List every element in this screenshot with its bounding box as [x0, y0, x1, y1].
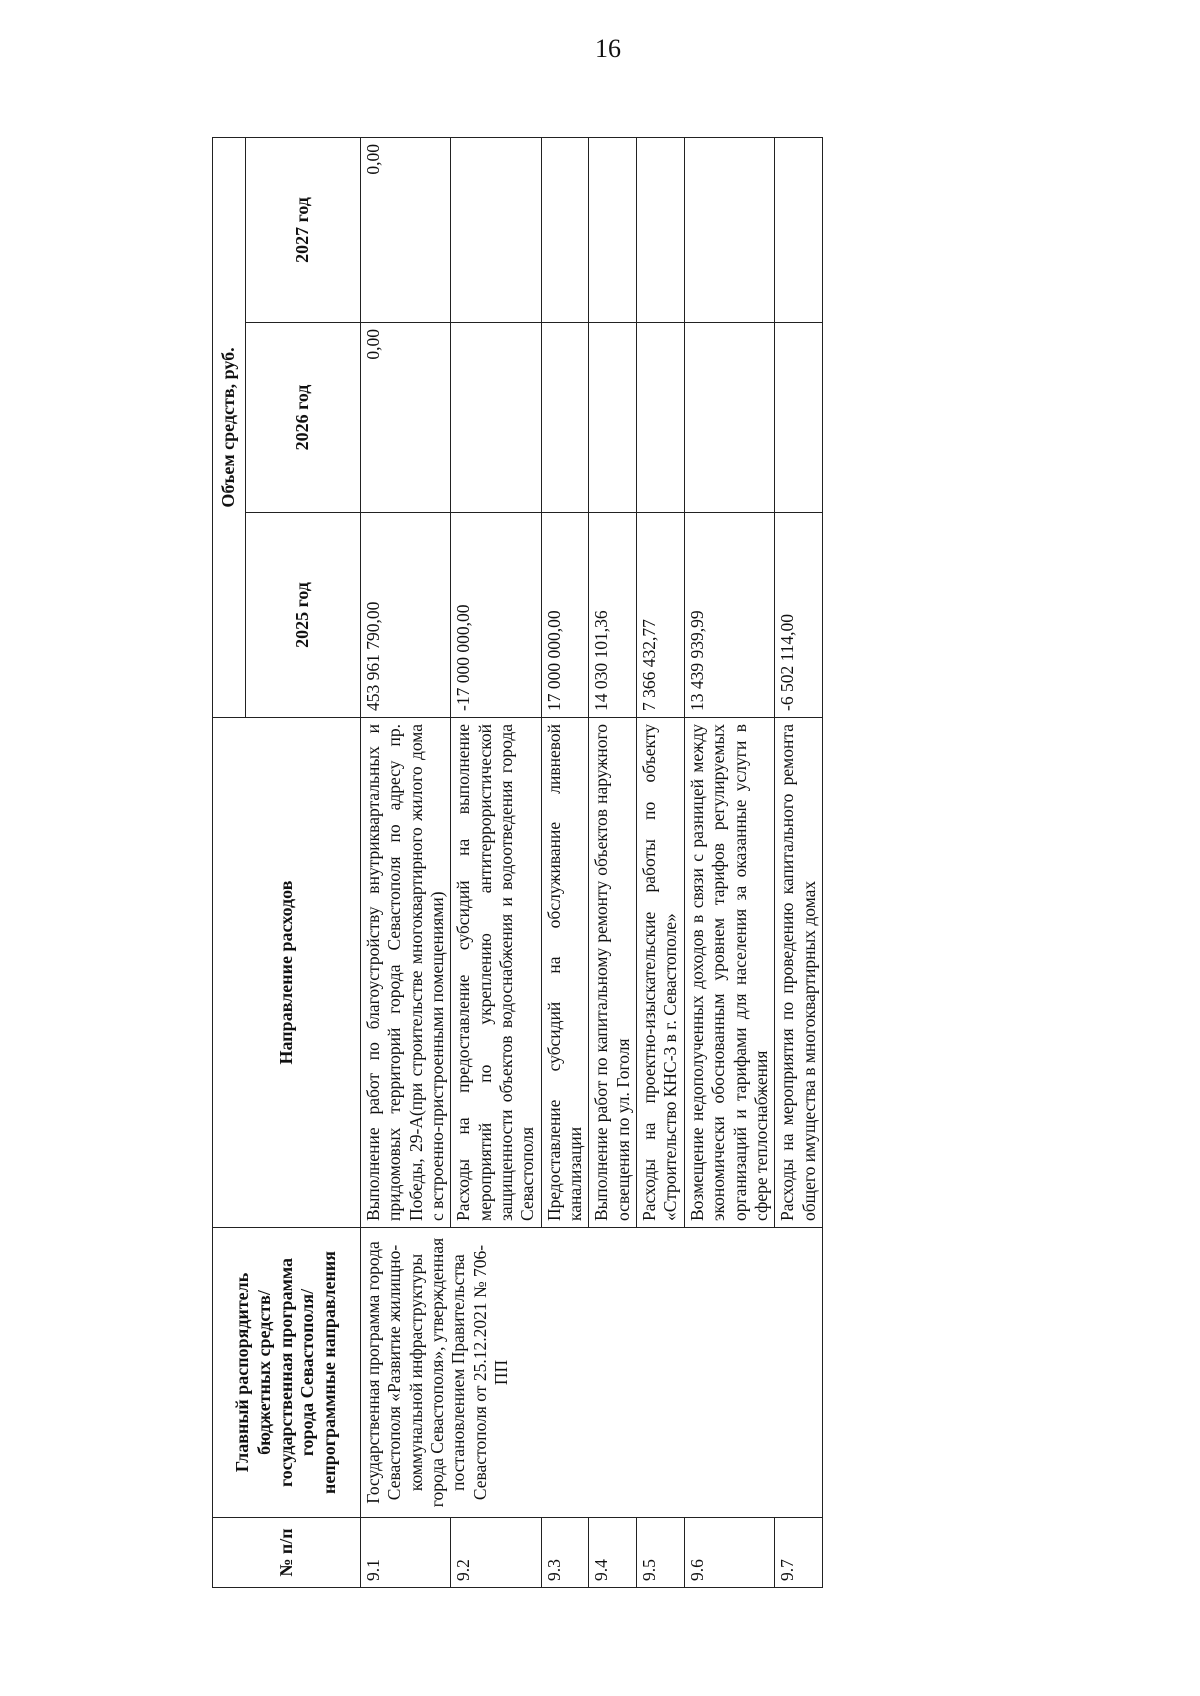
row-2025: -17 000 000,00 [451, 513, 541, 718]
row-direction: Предоставление субсидий на обслуживание ливневой канализации [541, 718, 589, 1228]
row-2026 [541, 323, 589, 513]
row-2025: 7 366 432,77 [637, 513, 685, 718]
budget-table [212, 137, 823, 1588]
row-direction: Возмещение недополученных доходов в связи с разницей между экономически обоснованным уровнем тарифов регулируемых организаций и тарифами для населения за оказанные услуги в сфере теплоснабжения [684, 718, 774, 1228]
header-num: № п/п [213, 1518, 361, 1588]
row-2025: -6 502 114,00 [775, 513, 823, 718]
rotated-table-container [212, 138, 960, 1588]
row-direction: Расходы на проектно-изыскательские работы по объекту «Строительство КНС-3 в г. Севастополе» [637, 718, 685, 1228]
row-2027 [684, 138, 774, 323]
row-2027: 0,00 [361, 138, 451, 323]
header-2026: 2026 год [246, 323, 361, 513]
header-2025: 2025 год [246, 513, 361, 718]
row-direction: Выполнение работ по капитальному ремонту объектов наружного освещения по ул. Гоголя [589, 718, 637, 1228]
row-num: 9.6 [684, 1518, 774, 1588]
row-2027 [541, 138, 589, 323]
row-direction: Расходы на предоставление субсидий на выполнение мероприятий по укреплению антитеррористической защищенности объектов водоснабжения и водоотведения города Севастополя [451, 718, 541, 1228]
header-direction: Направление расходов [213, 718, 361, 1228]
row-2026 [684, 323, 774, 513]
row-num: 9.5 [637, 1518, 685, 1588]
row-2026 [637, 323, 685, 513]
row-2026 [589, 323, 637, 513]
row-num: 9.3 [541, 1518, 589, 1588]
row-2025: 14 030 101,36 [589, 513, 637, 718]
header-volume: Объем средств, руб. [213, 138, 246, 718]
row-2027 [637, 138, 685, 323]
row-direction: Выполнение работ по благоустройству внутриквартальных и придомовых территорий города Севастополя по адресу пр. Победы, 29-А(при строительстве многоквартирного жилого дома с встроенно-пристроенными помещениями) [361, 718, 451, 1228]
row-num: 9.7 [775, 1518, 823, 1588]
page-number: 16 [595, 34, 621, 63]
row-2026: 0,00 [361, 323, 451, 513]
row-2025: 453 961 790,00 [361, 513, 451, 718]
row-2025: 17 000 000,00 [541, 513, 589, 718]
row-num: 9.2 [451, 1518, 541, 1588]
program-cell: Государственная программа города Севастополя «Развитие жилищно-коммунальной инфраструктуры города Севастополя», утвержденная постановлением Правительства Севастополя от 25.12.2021 № 706-ПП [361, 1228, 823, 1518]
header-program: Главный распорядитель бюджетных средств/государственная программа города Севастополя/непрограммные направления [213, 1228, 361, 1518]
row-num: 9.4 [589, 1518, 637, 1588]
row-2027 [589, 138, 637, 323]
table-row [361, 138, 451, 1588]
row-2027 [775, 138, 823, 323]
header-2027: 2027 год [246, 138, 361, 323]
row-2026 [775, 323, 823, 513]
row-num: 9.1 [361, 1518, 451, 1588]
row-2026 [451, 323, 541, 513]
row-direction: Расходы на мероприятия по проведению капитального ремонта общего имущества в многоквартирных домах [775, 718, 823, 1228]
row-2025: 13 439 939,99 [684, 513, 774, 718]
row-2027 [451, 138, 541, 323]
